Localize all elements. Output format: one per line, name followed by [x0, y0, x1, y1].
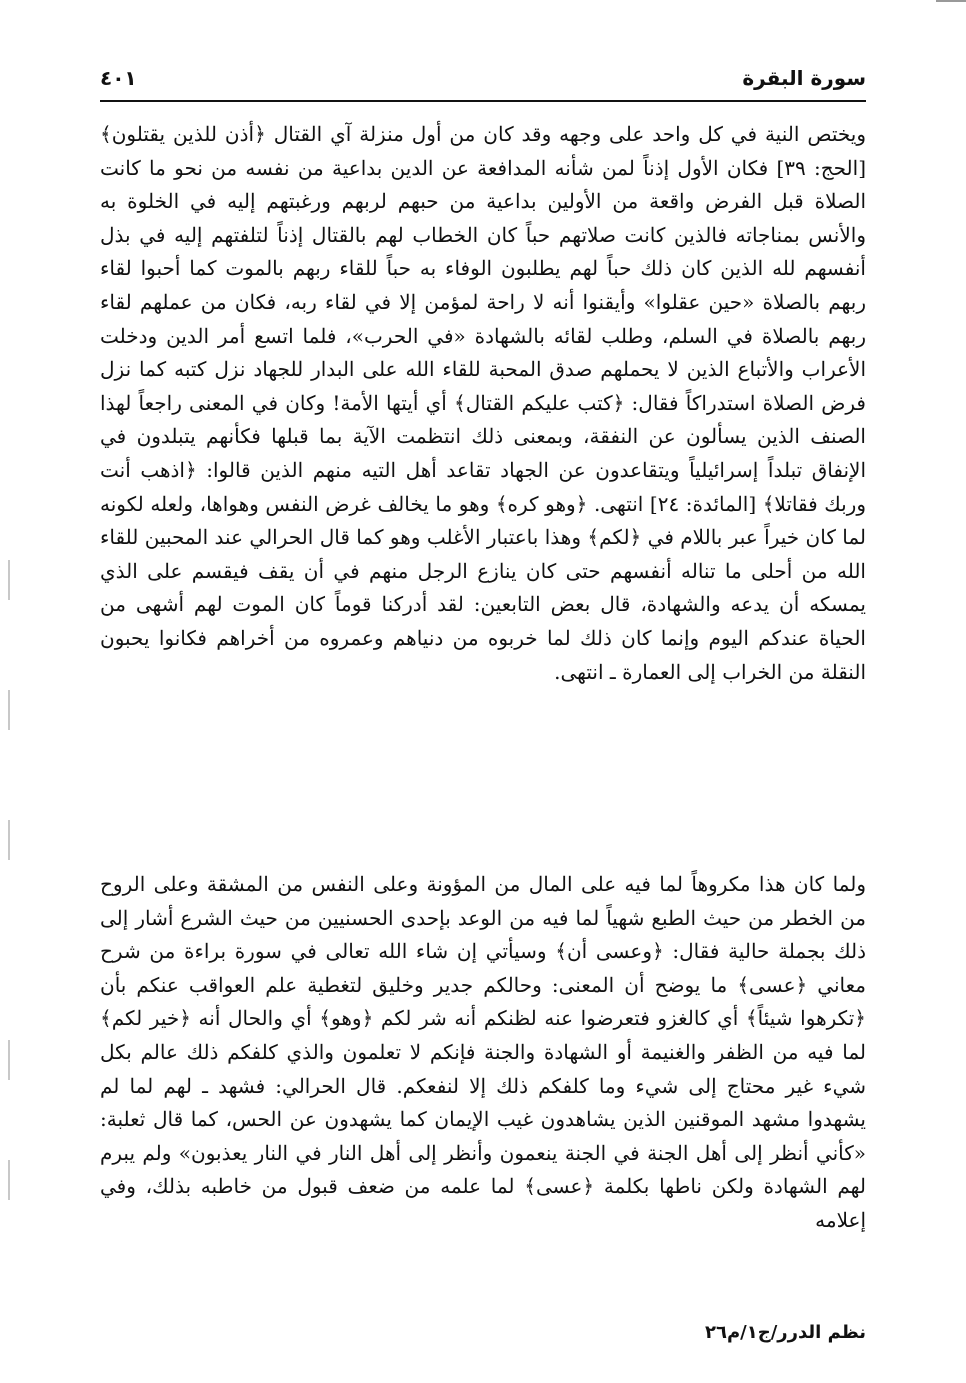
page-number: ٤٠١: [100, 66, 137, 90]
volume-signature: نظم الدرر/ج١/م٢٦: [704, 1322, 866, 1343]
running-header: [100, 64, 866, 94]
scan-corner-mark: [936, 0, 966, 16]
scan-edge-mark: [8, 1160, 10, 1200]
scan-edge-mark: [8, 1040, 10, 1080]
paragraph-text: ولما كان هذا مكروهاً لما فيه على المال من المؤونة وعلى النفس من المشقة وعلى الروح من الخطر من حيث الطبع شهياً لما فيه من الوعد بإحدى الحسنيين من حيث الشرع أشار إلى ذلك بجملة حالية فقال: ﴿وعسى أن﴾ وسيأتي إن شاء الله تعالى في سورة براءة من شرح معاني ﴿عسى﴾ ما يوضح أن المعنى: وحالكم جدير وخليق لتغطية علم العواقب عنكم بأن ﴿تكرهوا شيئاً﴾ أي كالغزو فتعرضوا عنه لظنكم أنه شر لكم ﴿وهو﴾ أي والحال أنه ﴿خير لكم﴾ لما فيه من الظفر والغنيمة أو الشهادة والجنة فإنكم لا تعلمون والذي كلفكم ذلك عالم بكل شيء غير محتاج إلى شيء وما كلفكم ذلك إلا لنفعكم. قال الحرالي: فشهد ـ لهم لما لم يشهدوا مشهد الموقنين الذين يشاهدون غيب الإيمان كما يشهدون عن الحس، كما قال ثعلبة: «كأني أنظر إلى أهل الجنة في الجنة ينعمون وأنظر إلى أهل النار في النار يعذبون» ولم يبرم لهم الشهادة ولكن ناطها بكلمة ﴿عسى﴾ لما علمه من ضعف قبول من خاطبه بذلك، وفي إعلامه: [100, 872, 866, 1232]
body-paragraph-2: [100, 868, 866, 1238]
paragraph-text: ويختص النية في كل واحد على وجهه وقد كان من أول منزلة آي القتال ﴿أذن للذين يقتلون﴾ [الحج: ٣٩] فكان الأول إذناً لمن شأنه المدافعة عن الدين بداعية من نفسه من نحو ما كانت الصلاة قبل الفرض واقعة من الأولين بداعية من حبهم لربهم ورغبتهم إليه في الخلوة به والأنس بمناجاته فالذين كانت صلاتهم حباً كان الخطاب لهم بالقتال إذناً لتلفتهم إليه في بذل أنفسهم لله الذين كان ذلك حباً لهم يطلبون الوفاء به حباً للقاء ربهم بالموت كما أحبوا لقاء ربهم بالصلاة «حين عقلوا» وأيقنوا أنه لا راحة لمؤمن إلا في لقاء ربه، فكان من عملهم لقاء ربهم بالصلاة في السلم، وطلب لقائه بالشهادة «في الحرب»، فلما اتسع أمر الدين ودخلت الأعراب والأتباع الذين لا يحملهم صدق المحبة للقاء الله على البدار للجهاد نزل كتبه كما نزل فرض الصلاة استدراكاً فقال: ﴿كتب عليكم القتال﴾ أي أيتها الأمة! وكان في المعنى راجعاً لهذا الصنف الذين يسألون عن النفقة، وبمعنى ذلك انتظمت الآية بما قبلها فكأنهم يتبلدون في الإنفاق تبلداً إسرائيلياً ويتقاعدون عن الجهاد تقاعد أهل التيه منهم الذين قالوا: ﴿اذهب أنت وربك فقاتلا﴾ [المائدة: ٢٤] انتهى. ﴿وهو كره﴾ وهو ما يخالف غرض النفس وهواها، ولعله لكونه لما كان خيراً عبر باللام في ﴿لكم﴾ وهذا باعتبار الأغلب وهو كما قال الحرالي عند المحبين للقاء الله من أحلى ما تناله أنفسهم حتى كان ينازع الرجل منهم في أن يقف فيقسم على الذي يمسكه أن يدعه والشهادة، قال بعض التابعين: لقد أدركنا قوماً كان الموت لهم أشهى من الحياة عندكم اليوم وإنما كان ذلك لما خربوه من دنياهم وعمروه من أخراهم فكانوا يحبون النقلة من الخراب إلى العمارة ـ انتهى.: [100, 122, 867, 684]
header-divider: [100, 100, 866, 102]
surah-title: سورة البقرة: [742, 66, 866, 90]
scan-edge-mark: [8, 820, 10, 860]
scan-edge-mark: [8, 690, 10, 730]
scan-edge-mark: [8, 560, 10, 600]
body-paragraph-1: [100, 118, 866, 689]
